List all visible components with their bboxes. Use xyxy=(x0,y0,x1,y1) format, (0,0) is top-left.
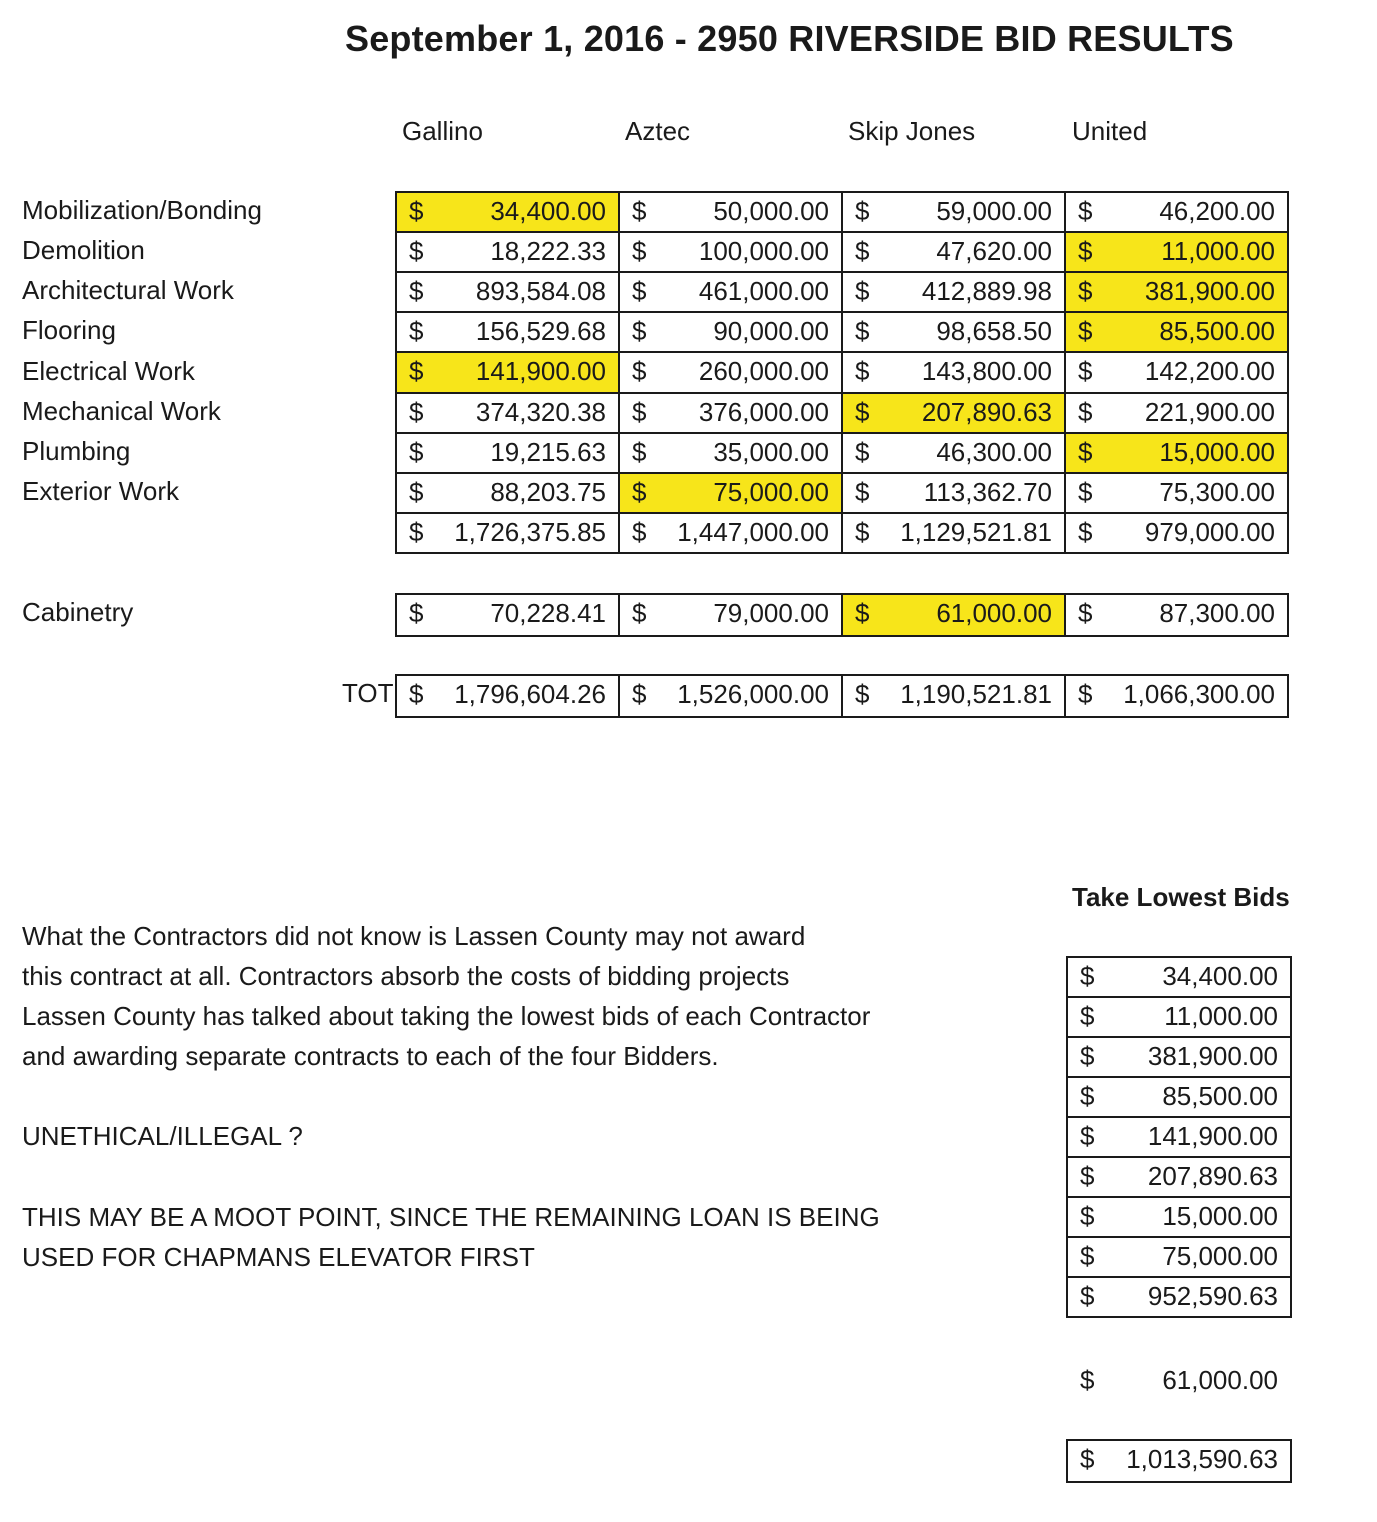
total-cell xyxy=(619,675,842,717)
cabinetry-cell xyxy=(1065,594,1288,636)
currency-symbol: $ xyxy=(855,196,870,226)
currency-symbol: $ xyxy=(1078,477,1093,507)
bid-cell xyxy=(619,393,842,433)
amount: 412,889.98 xyxy=(921,276,1052,306)
bid-cell xyxy=(1065,312,1288,352)
amount: 15,000.00 xyxy=(1159,437,1275,467)
amount: 46,300.00 xyxy=(936,437,1052,467)
grand-total-cell xyxy=(1067,1440,1291,1482)
lowest-bid-row xyxy=(1067,1037,1291,1077)
lowest-bid-cell xyxy=(1067,1237,1291,1277)
amount: 1,526,000.00 xyxy=(677,679,829,709)
bidder-header-aztec: Aztec xyxy=(625,116,691,146)
subtotal-cell xyxy=(1065,513,1288,553)
bid-cell xyxy=(396,232,619,272)
row-label-plumbing: Plumbing xyxy=(22,436,131,466)
page-title: September 1, 2016 - 2950 RIVERSIDE BID RESULTS xyxy=(345,18,1234,59)
amount: 207,890.63 xyxy=(1147,1161,1278,1191)
amount: 979,000.00 xyxy=(1144,517,1275,547)
row-label-electrical: Electrical Work xyxy=(22,356,195,386)
bid-cell xyxy=(619,312,842,352)
currency-symbol: $ xyxy=(1080,1001,1095,1031)
bid-cell xyxy=(842,352,1065,393)
amount: 18,222.33 xyxy=(490,236,606,266)
currency-symbol: $ xyxy=(632,196,647,226)
amount: 46,200.00 xyxy=(1159,196,1275,226)
bid-cell xyxy=(1065,192,1288,232)
amount: 59,000.00 xyxy=(936,196,1052,226)
lowest-bid-cell xyxy=(1067,1277,1291,1317)
currency-symbol: $ xyxy=(1078,679,1093,709)
table-row xyxy=(396,312,1288,352)
currency-symbol: $ xyxy=(1078,196,1093,226)
amount: 85,500.00 xyxy=(1159,316,1275,346)
lowest-bid-cell xyxy=(1067,1037,1291,1077)
currency-symbol: $ xyxy=(632,598,647,628)
cabinetry-table xyxy=(395,593,1289,637)
currency-symbol: $ xyxy=(409,598,424,628)
lowest-bids-subtotal-row xyxy=(1067,1277,1291,1317)
bid-cell xyxy=(842,192,1065,232)
amount: 381,900.00 xyxy=(1144,276,1275,306)
currency-symbol: $ xyxy=(409,356,424,386)
bid-results-table xyxy=(395,191,1289,554)
currency-symbol: $ xyxy=(409,276,424,306)
amount: 141,900.00 xyxy=(475,356,606,386)
amount: 952,590.63 xyxy=(1147,1281,1278,1311)
note-line: THIS MAY BE A MOOT POINT, SINCE THE REMAINING LOAN IS BEING xyxy=(22,1202,880,1232)
row-label-mobilization: Mobilization/Bonding xyxy=(22,195,262,225)
currency-symbol: $ xyxy=(409,437,424,467)
currency-symbol: $ xyxy=(409,397,424,427)
lowest-bid-cell xyxy=(1067,957,1291,997)
amount: 893,584.08 xyxy=(475,276,606,306)
currency-symbol: $ xyxy=(1078,397,1093,427)
total-label: TOT xyxy=(342,678,394,708)
note-line: this contract at all. Contractors absorb the costs of bidding projects xyxy=(22,961,790,991)
note-paragraph xyxy=(22,916,870,1076)
cabinetry-cell xyxy=(619,594,842,636)
currency-symbol: $ xyxy=(855,477,870,507)
amount: 47,620.00 xyxy=(936,236,1052,266)
bid-cell xyxy=(619,473,842,513)
subtotal-cell xyxy=(396,513,619,553)
amount: 156,529.68 xyxy=(475,316,606,346)
bid-cell xyxy=(396,312,619,352)
currency-symbol: $ xyxy=(632,437,647,467)
cabinetry-cell xyxy=(842,594,1065,636)
currency-symbol: $ xyxy=(1080,1081,1095,1111)
currency-symbol: $ xyxy=(855,236,870,266)
total-cell xyxy=(396,675,619,717)
amount: 61,000.00 xyxy=(1162,1365,1278,1395)
amount: 1,190,521.81 xyxy=(900,679,1052,709)
currency-symbol: $ xyxy=(1078,276,1093,306)
bid-cell xyxy=(842,433,1065,473)
currency-symbol: $ xyxy=(632,236,647,266)
bidder-header-united: United xyxy=(1072,116,1148,146)
table-row xyxy=(396,393,1288,433)
currency-symbol: $ xyxy=(632,517,647,547)
bid-cell xyxy=(619,192,842,232)
currency-symbol: $ xyxy=(632,316,647,346)
currency-symbol: $ xyxy=(855,679,870,709)
bid-cell xyxy=(842,473,1065,513)
bid-cell xyxy=(842,272,1065,312)
amount: 1,129,521.81 xyxy=(900,517,1052,547)
bid-cell xyxy=(619,352,842,393)
bid-cell xyxy=(1065,232,1288,272)
lowest-cabinetry-value xyxy=(1068,1362,1290,1398)
currency-symbol: $ xyxy=(1080,1444,1095,1474)
currency-symbol: $ xyxy=(632,477,647,507)
amount: 381,900.00 xyxy=(1147,1041,1278,1071)
lowest-bid-row xyxy=(1067,1077,1291,1117)
currency-symbol: $ xyxy=(1080,1121,1095,1151)
table-row xyxy=(396,594,1288,636)
currency-symbol: $ xyxy=(855,397,870,427)
amount: 50,000.00 xyxy=(713,196,829,226)
currency-symbol: $ xyxy=(1078,598,1093,628)
amount: 19,215.63 xyxy=(490,437,606,467)
bid-cell xyxy=(619,272,842,312)
currency-symbol: $ xyxy=(632,356,647,386)
table-row xyxy=(396,272,1288,312)
bid-cell xyxy=(842,232,1065,272)
currency-symbol: $ xyxy=(1078,356,1093,386)
amount: 1,447,000.00 xyxy=(677,517,829,547)
total-row xyxy=(396,675,1288,717)
currency-symbol: $ xyxy=(855,356,870,386)
amount: 113,362.70 xyxy=(923,477,1052,507)
bid-cell xyxy=(396,272,619,312)
lowest-bids-table xyxy=(1066,956,1292,1318)
amount: 1,013,590.63 xyxy=(1126,1444,1278,1474)
bid-cell xyxy=(619,232,842,272)
currency-symbol: $ xyxy=(632,397,647,427)
lowest-bid-row xyxy=(1067,997,1291,1037)
amount: 374,320.38 xyxy=(475,397,606,427)
amount: 75,000.00 xyxy=(1162,1241,1278,1271)
amount: 34,400.00 xyxy=(1162,961,1278,991)
note-line: USED FOR CHAPMANS ELEVATOR FIRST xyxy=(22,1242,535,1272)
bidder-header-gallino: Gallino xyxy=(402,116,483,146)
lowest-bid-cell xyxy=(1067,1117,1291,1157)
lowest-bid-row xyxy=(1067,1117,1291,1157)
amount: 260,000.00 xyxy=(698,356,829,386)
amount: 207,890.63 xyxy=(921,397,1052,427)
amount: 85,500.00 xyxy=(1162,1081,1278,1111)
lowest-bid-row xyxy=(1067,1157,1291,1197)
table-row xyxy=(396,352,1288,393)
currency-symbol: $ xyxy=(409,316,424,346)
row-label-mechanical: Mechanical Work xyxy=(22,396,221,426)
currency-symbol: $ xyxy=(1080,1161,1095,1191)
lowest-bid-cell xyxy=(1067,1077,1291,1117)
note-moot-point xyxy=(22,1197,880,1277)
bid-cell xyxy=(619,433,842,473)
currency-symbol: $ xyxy=(1080,961,1095,991)
amount: 143,800.00 xyxy=(921,356,1052,386)
grand-total-row xyxy=(1067,1440,1291,1482)
currency-symbol: $ xyxy=(855,598,870,628)
amount: 34,400.00 xyxy=(490,196,606,226)
subtotal-row xyxy=(396,513,1288,553)
bid-cell xyxy=(842,393,1065,433)
currency-symbol: $ xyxy=(1078,236,1093,266)
amount: 75,000.00 xyxy=(713,477,829,507)
currency-symbol: $ xyxy=(632,679,647,709)
currency-symbol: $ xyxy=(409,517,424,547)
bid-cell xyxy=(1065,352,1288,393)
bid-cell xyxy=(1065,473,1288,513)
lowest-bid-cell xyxy=(1067,1197,1291,1237)
amount: 1,066,300.00 xyxy=(1123,679,1275,709)
amount: 142,200.00 xyxy=(1144,356,1275,386)
currency-symbol: $ xyxy=(1080,1201,1095,1231)
bid-cell xyxy=(396,192,619,232)
currency-symbol: $ xyxy=(855,276,870,306)
subtotal-cell xyxy=(842,513,1065,553)
bid-cell xyxy=(1065,433,1288,473)
bidder-header-skip-jones: Skip Jones xyxy=(848,116,976,146)
amount: 376,000.00 xyxy=(698,397,829,427)
lowest-bid-cell xyxy=(1067,1157,1291,1197)
grand-total-table xyxy=(1066,1439,1292,1483)
note-line: and awarding separate contracts to each of the four Bidders. xyxy=(22,1041,719,1071)
currency-symbol: $ xyxy=(409,236,424,266)
cabinetry-cell xyxy=(396,594,619,636)
currency-symbol: $ xyxy=(632,276,647,306)
amount: 11,000.00 xyxy=(1161,236,1275,266)
lowest-bids-heading: Take Lowest Bids xyxy=(1072,882,1290,912)
total-cell xyxy=(1065,675,1288,717)
row-label-architectural: Architectural Work xyxy=(22,275,234,305)
currency-symbol: $ xyxy=(409,477,424,507)
total-table xyxy=(395,674,1289,718)
bid-cell xyxy=(396,433,619,473)
subtotal-cell xyxy=(619,513,842,553)
note-line: What the Contractors did not know is Lassen County may not award xyxy=(22,921,806,951)
table-row xyxy=(396,433,1288,473)
table-row xyxy=(396,192,1288,232)
amount: 35,000.00 xyxy=(713,437,829,467)
amount: 1,726,375.85 xyxy=(454,517,606,547)
bid-cell xyxy=(842,312,1065,352)
lowest-bid-row xyxy=(1067,1237,1291,1277)
note-question: UNETHICAL/ILLEGAL ? xyxy=(22,1121,303,1151)
total-cell xyxy=(842,675,1065,717)
currency-symbol: $ xyxy=(855,437,870,467)
amount: 100,000.00 xyxy=(698,236,829,266)
amount: 98,658.50 xyxy=(936,316,1052,346)
currency-symbol: $ xyxy=(1078,437,1093,467)
bid-cell xyxy=(396,352,619,393)
currency-symbol: $ xyxy=(1078,316,1093,346)
amount: 61,000.00 xyxy=(936,598,1052,628)
amount: 221,900.00 xyxy=(1144,397,1275,427)
currency-symbol: $ xyxy=(409,679,424,709)
table-row xyxy=(396,473,1288,513)
row-label-exterior: Exterior Work xyxy=(22,476,179,506)
row-label-cabinetry: Cabinetry xyxy=(22,597,134,627)
currency-symbol: $ xyxy=(409,196,424,226)
bid-cell xyxy=(396,473,619,513)
currency-symbol: $ xyxy=(855,517,870,547)
bid-cell xyxy=(1065,272,1288,312)
amount: 11,000.00 xyxy=(1164,1001,1278,1031)
bid-cell xyxy=(396,393,619,433)
currency-symbol: $ xyxy=(1080,1365,1095,1395)
amount: 90,000.00 xyxy=(713,316,829,346)
amount: 87,300.00 xyxy=(1159,598,1275,628)
amount: 461,000.00 xyxy=(698,276,829,306)
table-row xyxy=(396,232,1288,272)
amount: 1,796,604.26 xyxy=(454,679,606,709)
currency-symbol: $ xyxy=(1078,517,1093,547)
row-label-demolition: Demolition xyxy=(22,235,145,265)
amount: 79,000.00 xyxy=(713,598,829,628)
amount: 15,000.00 xyxy=(1162,1201,1278,1231)
lowest-bid-cell xyxy=(1067,997,1291,1037)
amount: 88,203.75 xyxy=(490,477,606,507)
currency-symbol: $ xyxy=(855,316,870,346)
note-line: Lassen County has talked about taking the lowest bids of each Contractor xyxy=(22,1001,871,1031)
amount: 141,900.00 xyxy=(1147,1121,1278,1151)
currency-symbol: $ xyxy=(1080,1241,1095,1271)
currency-symbol: $ xyxy=(1080,1041,1095,1071)
bid-cell xyxy=(1065,393,1288,433)
lowest-bid-row xyxy=(1067,1197,1291,1237)
amount: 75,300.00 xyxy=(1159,477,1275,507)
lowest-bid-row xyxy=(1067,957,1291,997)
currency-symbol: $ xyxy=(1080,1281,1095,1311)
amount: 70,228.41 xyxy=(490,598,606,628)
row-label-flooring: Flooring xyxy=(22,315,116,345)
